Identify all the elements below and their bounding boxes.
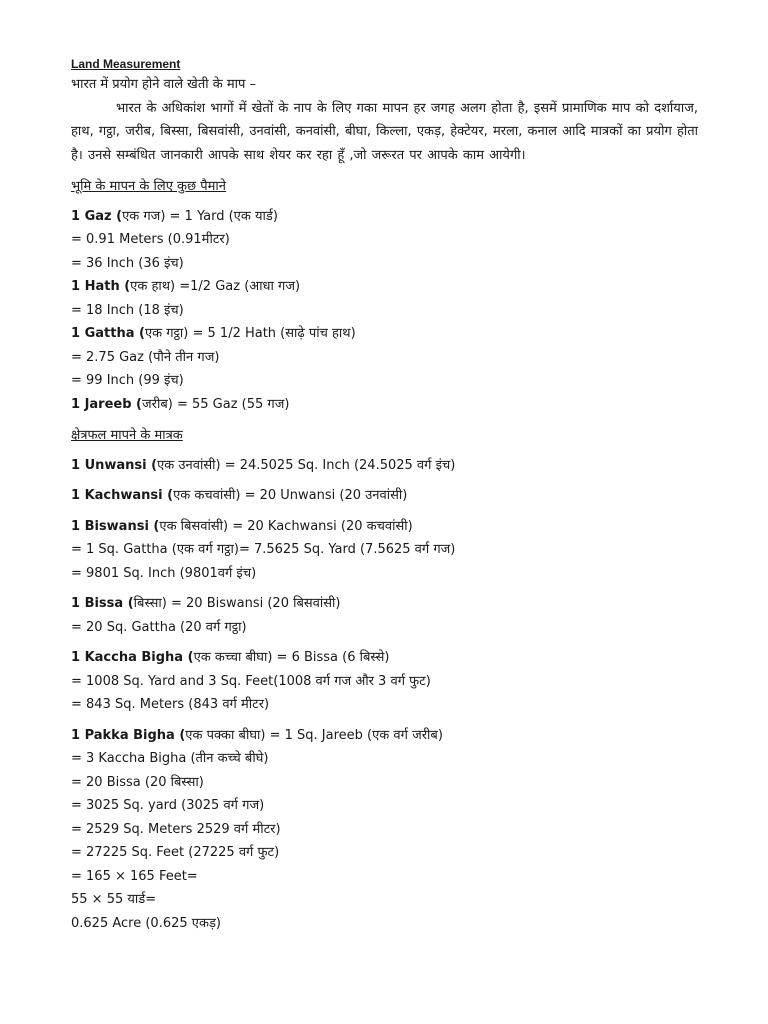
unit-name: 1 Pakka Bigha (	[71, 727, 186, 743]
unit-name: 1 Kachwansi (	[71, 488, 174, 503]
unit-equivalence: = 36 Inch (36 इंच)	[71, 255, 184, 271]
unit-equivalence: = 1008 Sq. Yard and 3 Sq. Feet(1008 वर्ग गज और 3 वर्ग फुट)	[71, 673, 431, 689]
measurement-line	[71, 912, 698, 936]
unit-name: 1 Hath (	[71, 279, 131, 294]
unit-name: 1 Unwansi (	[71, 457, 158, 473]
document-subtitle: भारत में प्रयोग होने वाले खेती के माप –	[71, 77, 257, 92]
unit-name: 1 Bissa (	[71, 596, 134, 611]
unit-equivalence: एक पक्का बीघा) = 1 Sq. Jareeb (एक वर्ग जरीब)	[185, 727, 443, 743]
unit-equivalence: एक कचवांसी) = 20 Unwansi (20 उनवांसी)	[173, 488, 408, 503]
unit-equivalence: एक कच्चा बीघा) = 6 Bissa (6 बिस्से)	[193, 650, 390, 665]
unit-equivalence: = 2.75 Gaz (पौने तीन गज)	[71, 349, 220, 365]
unit-equivalence: एक हाथ) =1/2 Gaz (आधा गज)	[130, 279, 301, 294]
measurement-line	[71, 205, 698, 229]
measurement-line	[71, 616, 698, 640]
measurement-line	[71, 275, 698, 299]
unit-equivalence: बिस्सा) = 20 Biswansi (20 बिसवांसी)	[133, 596, 341, 611]
unit-group	[71, 646, 698, 717]
unit-name: 1 Kaccha Bigha (	[71, 650, 194, 665]
measurement-line	[71, 841, 698, 865]
unit-group	[71, 454, 698, 478]
unit-equivalence: = 9801 Sq. Inch (9801वर्ग इंच)	[71, 565, 257, 581]
unit-group	[71, 515, 698, 586]
unit-group	[71, 592, 698, 639]
measurement-line	[71, 592, 698, 616]
measurement-line	[71, 393, 698, 417]
section-heading-measures: भूमि के मापन के लिए कुछ पैमाने	[71, 179, 226, 194]
unit-equivalence: = 2529 Sq. Meters 2529 वर्ग मीटर)	[71, 821, 281, 837]
unit-equivalence: = 1 Sq. Gattha (एक वर्ग गट्ठा)= 7.5625 Sq. Yard (7.5625 वर्ग गज)	[71, 542, 456, 557]
measurement-line	[71, 538, 698, 562]
measurement-line	[71, 515, 698, 539]
measurement-line	[71, 484, 698, 508]
measurement-line	[71, 724, 698, 748]
unit-group	[71, 724, 698, 936]
unit-name: 1 Gaz (	[71, 208, 123, 224]
document-title: Land Measurement	[71, 57, 181, 71]
measurement-line	[71, 369, 698, 393]
unit-name: 1 Gattha (	[71, 326, 145, 341]
measurement-line	[71, 228, 698, 252]
measurement-line	[71, 562, 698, 586]
unit-equivalence: = 3 Kaccha Bigha (तीन कच्चे बीघे)	[71, 751, 269, 766]
measurement-line	[71, 794, 698, 818]
unit-group	[71, 484, 698, 508]
unit-equivalence: = 18 Inch (18 इंच)	[71, 302, 184, 318]
measurement-line	[71, 299, 698, 323]
measurement-line	[71, 322, 698, 346]
unit-equivalence: 0.625 Acre (0.625 एकड़)	[71, 915, 221, 931]
measurement-line	[71, 818, 698, 842]
unit-equivalence: एक उनवांसी) = 24.5025 Sq. Inch (24.5025 वर्ग इंच)	[157, 457, 456, 473]
measurement-line	[71, 454, 698, 478]
measurement-line	[71, 888, 698, 912]
unit-name: 1 Biswansi (	[71, 518, 160, 534]
measurement-line	[71, 346, 698, 370]
unit-equivalence: = 3025 Sq. yard (3025 वर्ग गज)	[71, 798, 265, 813]
measurement-line	[71, 771, 698, 795]
unit-equivalence: एक गज) = 1 Yard (एक यार्ड)	[122, 208, 278, 224]
measurement-line	[71, 693, 698, 717]
unit-equivalence: = 20 Bissa (20 बिस्सा)	[71, 774, 204, 790]
measurement-line	[71, 865, 698, 889]
unit-equivalence: = 843 Sq. Meters (843 वर्ग मीटर)	[71, 697, 270, 712]
measurement-line	[71, 670, 698, 694]
intro-paragraph: भारत के अधिकांश भागों में खेतों के नाप के लिए गका मापन हर जगह अलग होता है, इसमें प्रामाणिक माप को दर्शायाज, हाथ, गट्ठा, जरीब, बिस्सा, बिसवांसी, उनवांसी, कनवांसी, बीघा, किल्ला, एकड़, हेक्टेयर, मरला, कनाल आदि मात्रकों का प्रयोग होता है। उनसे सम्बंधित जानकारी आपके साथ शेयर कर रहा हूँ ,जो जरूरत पर आपके काम आयेगी।	[71, 100, 698, 163]
section-heading-area-units: क्षेत्रफल मापने के मात्रक	[71, 428, 183, 443]
unit-equivalence: = 27225 Sq. Feet (27225 वर्ग फुट)	[71, 845, 280, 860]
unit-equivalence: = 0.91 Meters (0.91मीटर)	[71, 232, 230, 247]
unit-equivalence: = 99 Inch (99 इंच)	[71, 373, 184, 388]
measurement-line	[71, 646, 698, 670]
unit-equivalence: 55 × 55 यार्ड=	[71, 892, 157, 907]
unit-equivalence: जरीब) = 55 Gaz (55 गज)	[142, 396, 290, 412]
unit-equivalence: = 165 × 165 Feet=	[71, 868, 198, 884]
unit-equivalence: एक बिसवांसी) = 20 Kachwansi (20 कचवांसी)	[159, 518, 413, 534]
unit-equivalence: एक गट्ठा) = 5 1/2 Hath (साढ़े पांच हाथ)	[144, 326, 356, 341]
unit-equivalence: = 20 Sq. Gattha (20 वर्ग गट्ठा)	[71, 619, 247, 635]
measurement-line	[71, 747, 698, 771]
length-units-list	[71, 205, 698, 417]
measurement-line	[71, 252, 698, 276]
area-units-list	[71, 454, 698, 936]
unit-name: 1 Jareeb (	[71, 396, 142, 412]
